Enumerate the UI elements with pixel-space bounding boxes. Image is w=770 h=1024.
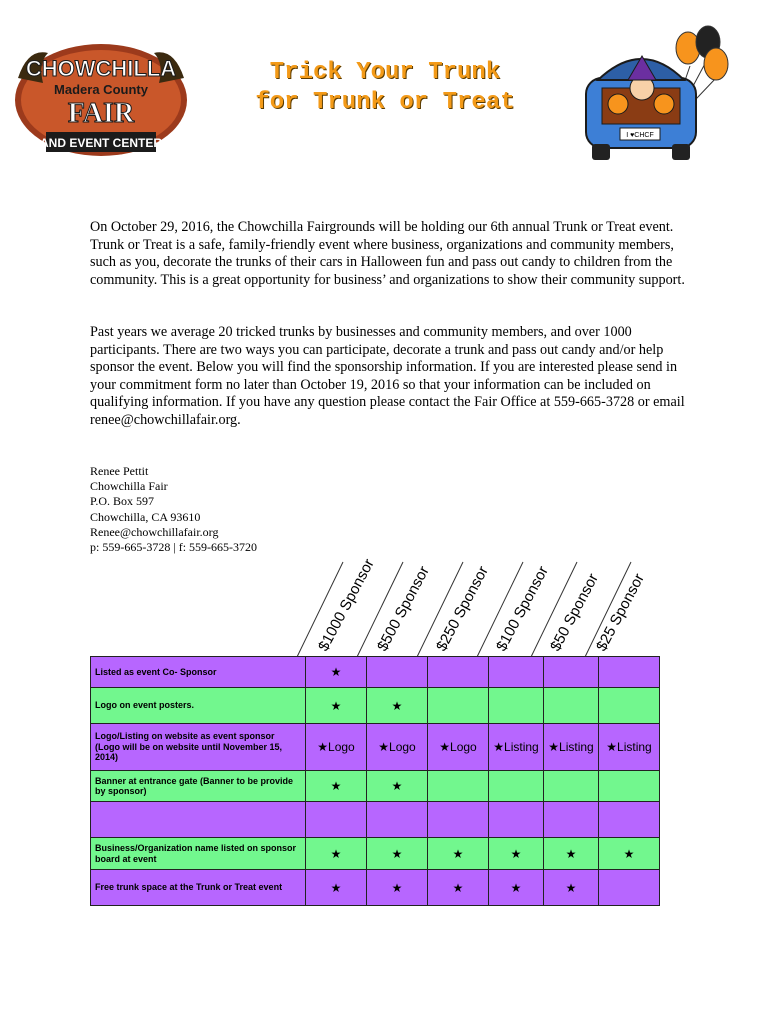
title-line2: for Trunk or Treat: [255, 89, 515, 116]
table-row: [91, 802, 660, 838]
sponsor-column-headers: $1000 Sponsor $500 Sponsor $250 Sponsor $100 Sponsor $50 Sponsor $25 Sponsor: [0, 560, 770, 660]
table-cell: ★: [428, 838, 489, 870]
table-cell: ★: [544, 838, 599, 870]
contact-phone-fax: p: 559-665-3728 | f: 559-665-3720: [90, 540, 258, 555]
table-cell: [544, 771, 599, 802]
table-cell: [489, 802, 544, 838]
table-row: [91, 657, 660, 688]
table-cell: ★: [599, 838, 660, 870]
table-row: [91, 724, 660, 771]
table-cell: [367, 657, 428, 688]
logo-line1: CHOWCHILLA: [25, 56, 177, 81]
table-row: [91, 838, 660, 870]
table-cell: [428, 802, 489, 838]
table-cell: [544, 657, 599, 688]
table-cell: ★: [367, 870, 428, 906]
table-cell: [367, 802, 428, 838]
table-cell: [599, 771, 660, 802]
table-cell: ★: [367, 771, 428, 802]
table-cell: ★: [306, 838, 367, 870]
table-cell: ★: [306, 771, 367, 802]
table-cell: ★: [489, 870, 544, 906]
license-plate-text: I ♥CHCF: [626, 132, 654, 139]
row-label: Free trunk space at the Trunk or Treat event: [91, 870, 306, 906]
table-cell: [489, 657, 544, 688]
page-title: [220, 58, 550, 118]
table-row: [91, 870, 660, 906]
table-cell: [599, 688, 660, 724]
row-label: Listed as event Co- Sponsor: [91, 657, 306, 688]
table-cell: ★: [306, 688, 367, 724]
logo-line4: AND EVENT CENTER: [39, 136, 163, 150]
chowchilla-fair-logo: [8, 38, 194, 160]
contact-name: Renee Pettit: [90, 464, 149, 478]
row-label: Business/Organization name listed on sponsor board at event: [91, 838, 306, 870]
table-cell: ★: [306, 870, 367, 906]
table-cell: [599, 870, 660, 906]
trunk-or-treat-car-illustration: [572, 18, 732, 168]
row-label: Logo on event posters.: [91, 688, 306, 724]
table-cell: ★: [489, 838, 544, 870]
table-cell: ★Logo: [367, 724, 428, 771]
table-cell: [428, 688, 489, 724]
table-cell: ★Listing: [544, 724, 599, 771]
table-cell: [428, 657, 489, 688]
contact-po-box: P.O. Box 597: [90, 494, 155, 509]
table-cell: ★: [367, 688, 428, 724]
table-cell: ★: [544, 870, 599, 906]
table-cell: ★Listing: [489, 724, 544, 771]
row-label: Logo/Listing on website as event sponsor (Logo will be on website until November 15, 2014): [91, 724, 306, 771]
table-cell: ★: [367, 838, 428, 870]
sponsorship-table: [90, 656, 660, 906]
contact-email: Renee@chowchillafair.org: [90, 524, 219, 539]
table-cell: [306, 802, 367, 838]
logo-line3: FAIR: [67, 98, 135, 129]
table-cell: [599, 657, 660, 688]
table-cell: [544, 802, 599, 838]
table-cell: [599, 802, 660, 838]
logo-line2: Madera County: [54, 82, 148, 97]
contact-city: Chowchilla, CA 93610: [90, 509, 201, 524]
table-cell: ★Listing: [599, 724, 660, 771]
title-line1: Trick Your Trunk: [269, 59, 501, 86]
table-row: [91, 688, 660, 724]
table-cell: ★Logo: [306, 724, 367, 771]
table-cell: ★: [428, 870, 489, 906]
row-label: Banner at entrance gate (Banner to be provide by sponsor): [91, 771, 306, 802]
details-paragraph: Past years we average 20 tricked trunks by businesses and community members, and over 1000 participants. There are two ways you can participate, decorate a trunk and pass out candy and/or help sponsor the event. Below you will find the sponsorship information. If you are interested please send in your commitment form no later than October 19, 2016 so that your information can be included on qualifying information. If you have any question please contact the Fair Office at 559-665-3728 or email renee@chowchillafair.org.: [90, 324, 685, 428]
intro-paragraph: On October 29, 2016, the Chowchilla Fairgrounds will be holding our 6th annual Trunk or Treat event. Trunk or Treat is a safe, family-friendly event where business, organizations and community members, such as you, decorate the trunks of their cars in Halloween fun and pass out candy to children from the community. This is a great opportunity for business’ and organizations to show their community support.: [90, 219, 685, 288]
table-cell: ★: [306, 657, 367, 688]
table-cell: [428, 771, 489, 802]
table-cell: ★Logo: [428, 724, 489, 771]
contact-block: [90, 464, 257, 555]
row-label: [91, 802, 306, 838]
table-cell: [489, 688, 544, 724]
contact-organization: Chowchilla Fair: [90, 479, 168, 494]
table-row: [91, 771, 660, 802]
table-cell: [544, 688, 599, 724]
table-cell: [489, 771, 544, 802]
